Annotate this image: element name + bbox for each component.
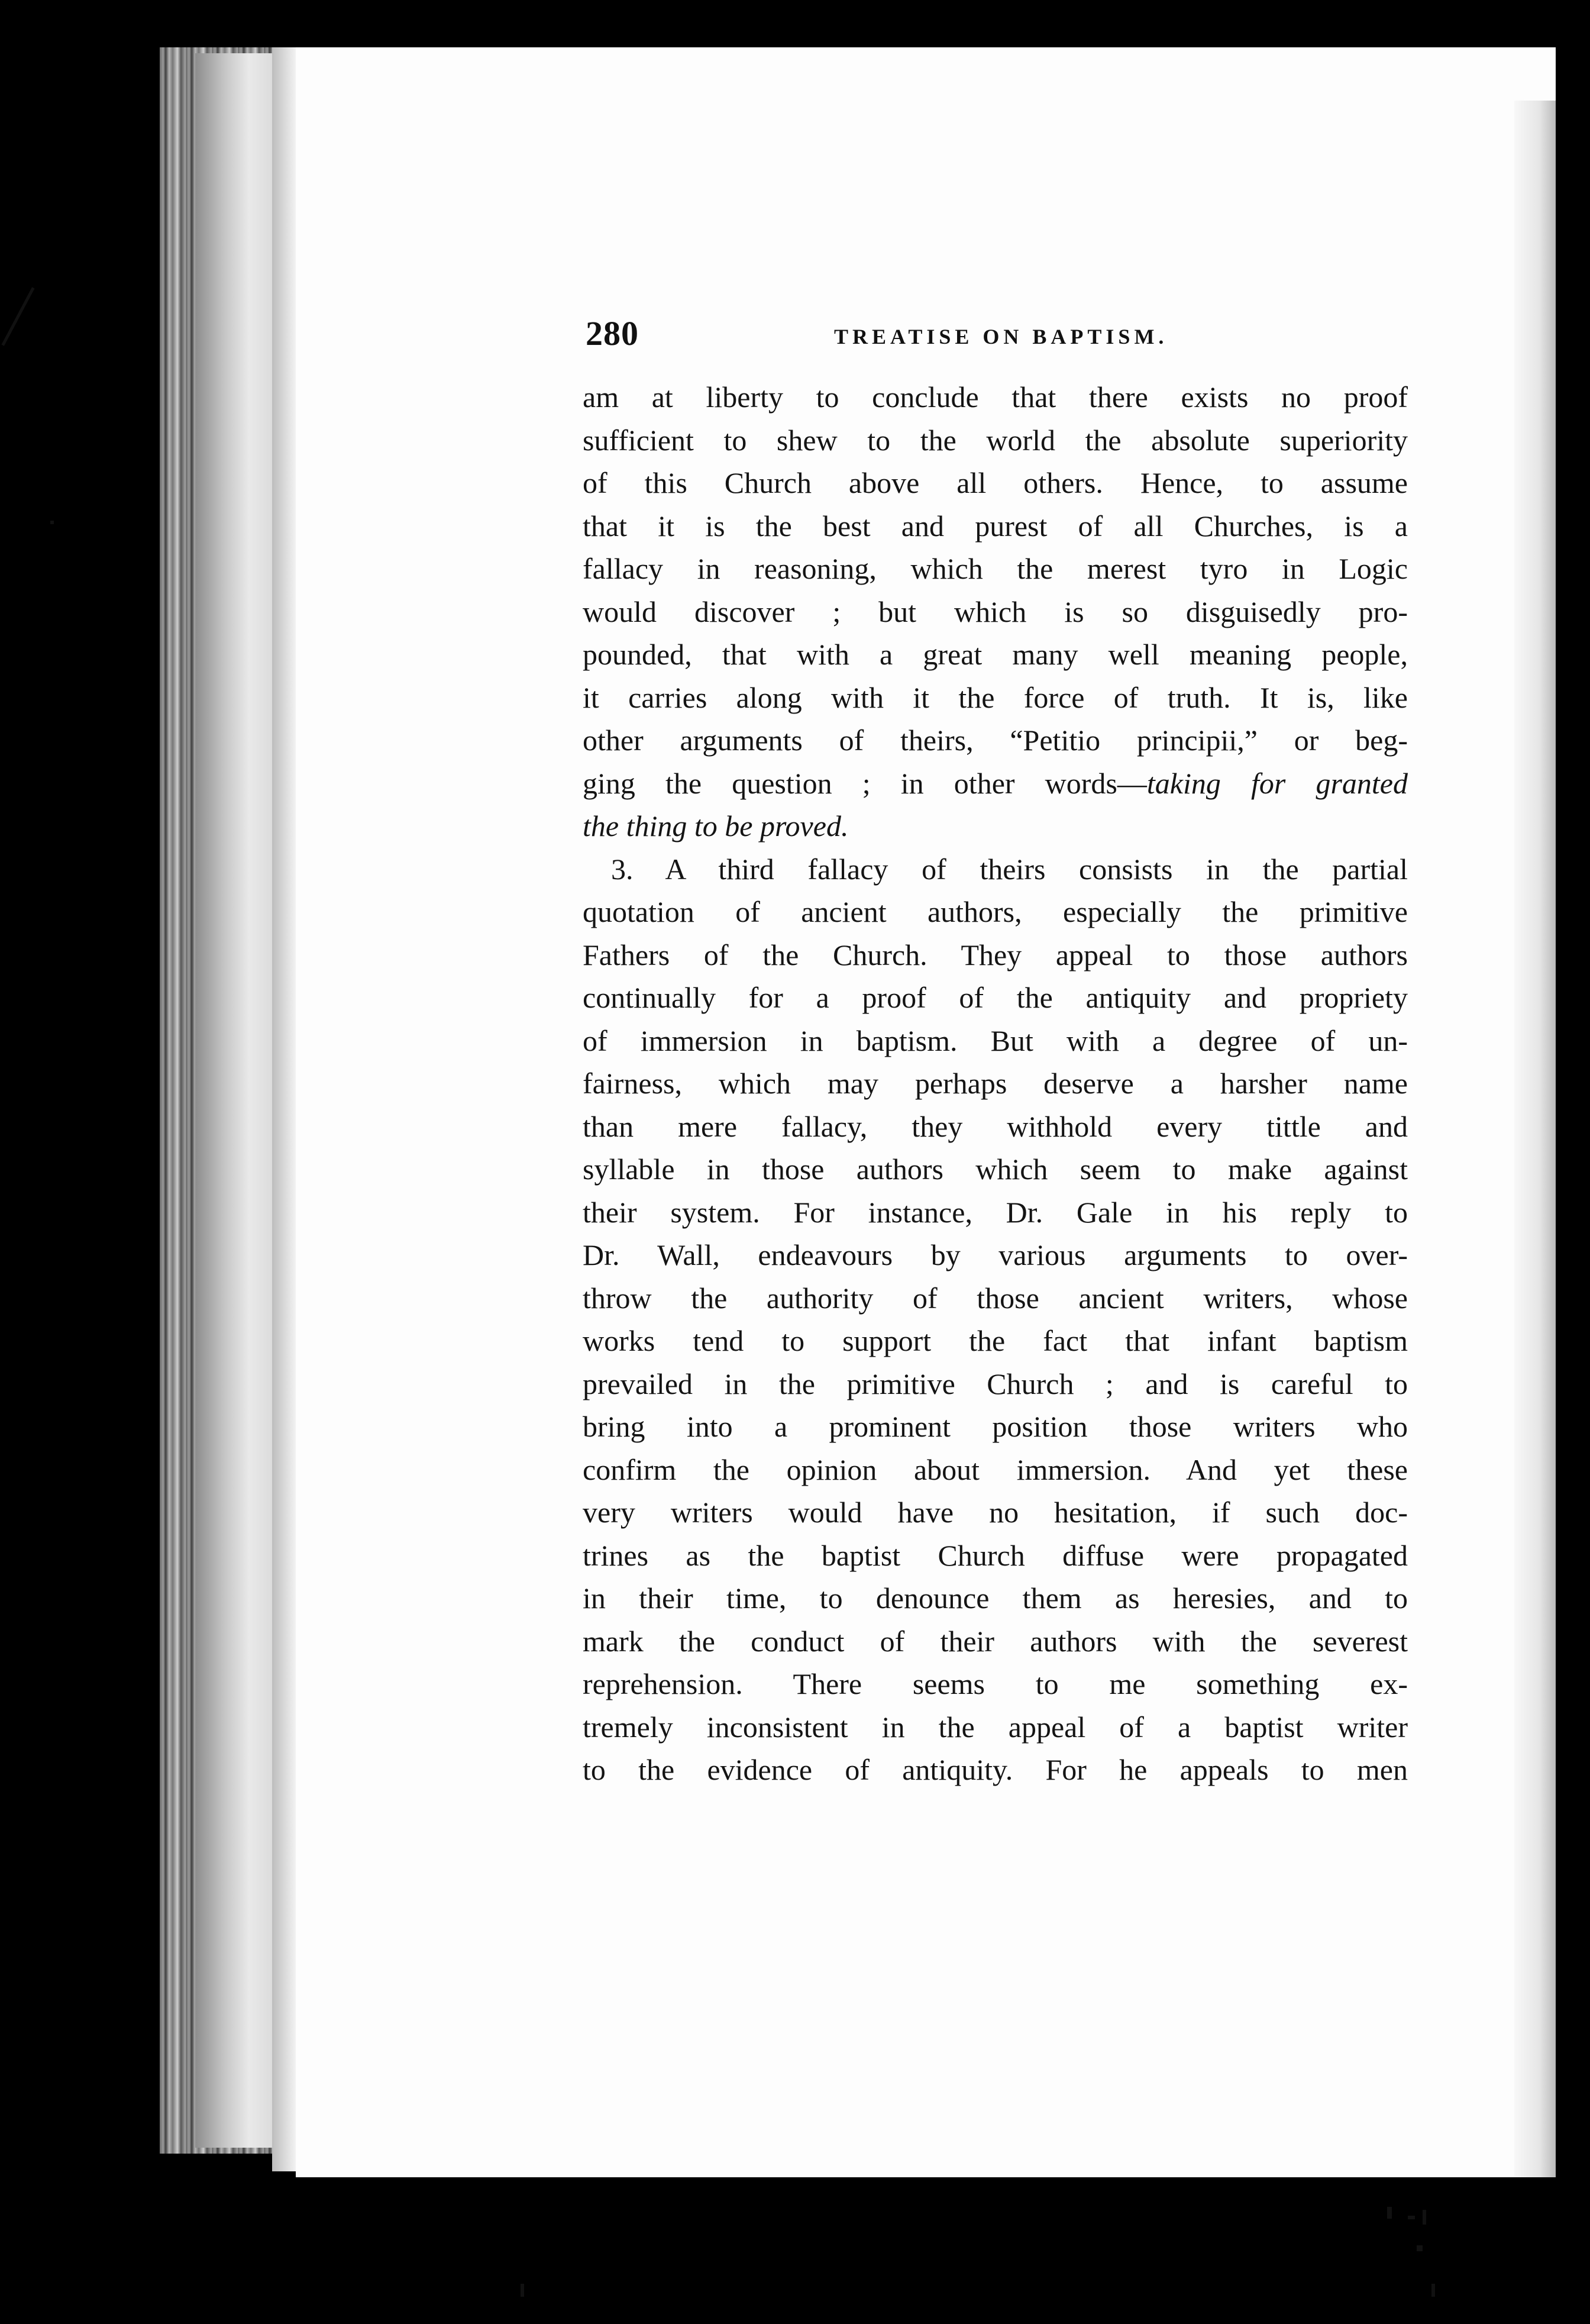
text-line-content: of immersion in baptism. But with a degree of un- [583,1024,1408,1057]
text-line-content: mark the conduct of their authors with the severest [583,1624,1408,1658]
text-line [583,1363,1408,1406]
text-line-content: sufficient to shew to the world the absolute superiority [583,423,1408,457]
text-line [583,590,1408,634]
scan-speck [1,287,34,346]
text-line [583,1277,1408,1320]
text-line [583,1319,1408,1363]
text-line-content: Fathers of the Church. They appeal to those authors [583,938,1408,971]
text-line [583,1062,1408,1105]
text-line [583,848,1408,891]
right-border [1556,106,1590,2324]
text-line-content: of this Church above all others. Hence, to assume [583,466,1408,499]
text-line [583,976,1408,1019]
text-line-content: very writers would have no hesitation, if such doc- [583,1496,1408,1529]
text-line [583,1706,1408,1749]
text-line-content: Dr. Wall, endeavours by various arguments to over- [583,1238,1408,1271]
text-line-content: other arguments of theirs, “Petitio principii,” or beg- [583,724,1408,757]
text-line [583,461,1408,505]
text-line [583,1663,1408,1706]
text-line [583,1620,1408,1663]
text-line-content: it carries along with it the force of truth. It is, like [583,680,1408,714]
text-line [583,934,1408,977]
next-page-edge [1514,101,1556,2177]
text-line-content: pounded, that with a great many well meaning people, [583,638,1408,671]
text-line-content: tremely inconsistent in the appeal of a baptist writer [583,1710,1408,1744]
text-line-content: fairness, which may perhaps deserve a harsher name [583,1067,1408,1100]
scan-speck [1408,2216,1415,2219]
text-line-content: ging the question ; in other words— [583,766,1147,800]
italic-text: the thing to be proved. [583,809,849,843]
text-line-content: trines as the baptist Church diffuse were propagated [583,1538,1408,1572]
text-line [583,376,1408,419]
text-line-content: continually for a proof of the antiquity and propriety [583,981,1408,1014]
scan-speck [521,2284,524,2297]
text-line [583,1234,1408,1277]
text-line [583,547,1408,590]
text-line [583,1577,1408,1620]
text-line-content: syllable in those authors which seem to make against [583,1153,1408,1186]
page-header [586,314,1414,361]
text-line [583,1448,1408,1492]
scan-speck [1423,2210,1426,2225]
text-line [583,419,1408,462]
text-line [583,762,1408,805]
text-line-content: prevailed in the primitive Church ; and is careful to [583,1367,1408,1400]
text-line-content: to the evidence of antiquity. For he appeals to men [583,1753,1408,1786]
scan-speck [1387,2207,1392,2219]
text-line [583,1019,1408,1063]
text-line [583,805,1408,848]
running-head: TREATISE ON BAPTISM. [834,325,1168,348]
text-line [583,1148,1408,1191]
text-line [583,719,1408,762]
text-line [583,633,1408,676]
text-line [583,1105,1408,1148]
scan-speck [1417,2245,1423,2251]
page-number: 280 [586,314,639,353]
gutter-shadow [272,47,296,2171]
text-line-content: 3. A third fallacy of theirs consists in the partial [611,852,1408,886]
text-line-content: am at liberty to conclude that there exists no proof [583,380,1408,414]
text-line [583,1534,1408,1577]
scan-speck [1431,2284,1435,2297]
text-line [583,890,1408,934]
text-line-content: works tend to support the fact that infant baptism [583,1324,1408,1357]
text-line-content: that it is the best and purest of all Churches, is a [583,509,1408,543]
text-line-content: would discover ; but which is so disguisedly pro- [583,595,1408,628]
text-line [583,1191,1408,1234]
text-line-content: reprehension. There seems to me something ex- [583,1667,1408,1700]
text-line-content: in their time, to denounce them as heresies, and to [583,1581,1408,1615]
italic-text: taking for granted [1146,766,1408,800]
scan-speck [50,521,54,524]
text-line-content: fallacy in reasoning, which the merest tyro in Logic [583,552,1408,585]
text-line [583,1748,1408,1792]
text-line-content: bring into a prominent position those writers who [583,1410,1408,1443]
text-line-content: their system. For instance, Dr. Gale in his reply to [583,1195,1408,1229]
text-line [583,676,1408,719]
text-line [583,505,1408,548]
text-line-content: throw the authority of those ancient writers, whose [583,1281,1408,1315]
page-edges-light [195,53,272,2148]
text-line-content: confirm the opinion about immersion. And yet these [583,1452,1408,1486]
text-line [583,1491,1408,1534]
text-line-content: quotation of ancient authors, especially the primitive [583,895,1408,928]
body-text [583,376,1408,1792]
text-line-content: than mere fallacy, they withhold every tittle and [583,1109,1408,1143]
text-line [583,1405,1408,1448]
